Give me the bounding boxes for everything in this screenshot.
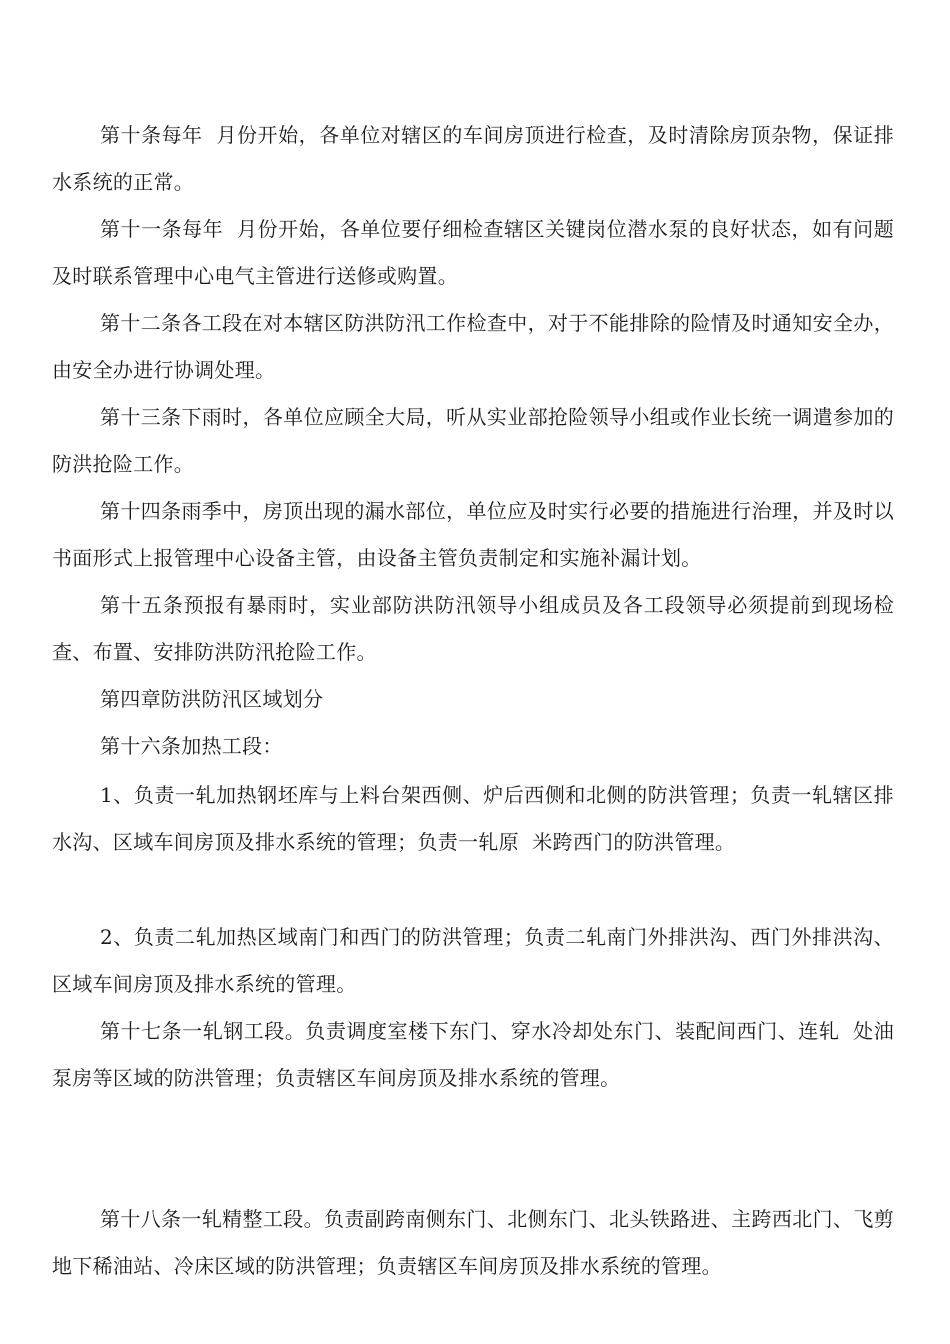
paragraph-article-13: 第十三条下雨时，各单位应顾全大局，听从实业部抢险领导小组或作业长统一调遣参加的防洪抢险工作。 [52,405,894,476]
paragraph-article-18: 第十八条一轧精整工段。负责副跨南侧东门、北侧东门、北头铁路进、主跨西北门、飞剪地下稀油站、冷床区域的防洪管理；负责辖区车间房顶及排水系统的管理。 [52,1207,894,1278]
paragraph-article-11: 第十一条每年 月份开始，各单位要仔细检查辖区关键岗位潜水泵的良好状态，如有问题及时联系管理中心电气主管进行送修或购置。 [52,217,894,288]
chapter-heading-4: 第四章防洪防汛区域划分 [100,687,324,711]
paragraph-article-14: 第十四条雨季中，房顶出现的漏水部位，单位应及时实行必要的措施进行治理，并及时以书面形式上报管理中心设备主管，由设备主管负责制定和实施补漏计划。 [52,499,894,570]
paragraph-article-17: 第十七条一轧钢工段。负责调度室楼下东门、穿水冷却处东门、装配间西门、连轧 处油泵房等区域的防洪管理；负责辖区车间房顶及排水系统的管理。 [52,1019,894,1090]
paragraph-article-10: 第十条每年 月份开始，各单位对辖区的车间房顶进行检查，及时清除房顶杂物，保证排水系统的正常。 [52,123,894,194]
paragraph-item-2: 2、负责二轧加热区域南门和西门的防洪管理；负责二轧南门外排洪沟、西门外排洪沟、区域车间房顶及排水系统的管理。 [52,925,894,996]
paragraph-article-15: 第十五条预报有暴雨时，实业部防洪防汛领导小组成员及各工段领导必须提前到现场检查、布置、安排防洪防汛抢险工作。 [52,593,894,664]
paragraph-article-12: 第十二条各工段在对本辖区防洪防汛工作检查中，对于不能排除的险情及时通知安全办，由安全办进行协调处理。 [52,311,894,382]
paragraph-article-16: 第十六条加热工段： [100,734,283,758]
paragraph-item-1: 1、负责一轧加热钢坯库与上料台架西侧、炉后西侧和北侧的防洪管理；负责一轧辖区排水沟、区域车间房顶及排水系统的管理；负责一轧原 米跨西门的防洪管理。 [52,783,894,854]
